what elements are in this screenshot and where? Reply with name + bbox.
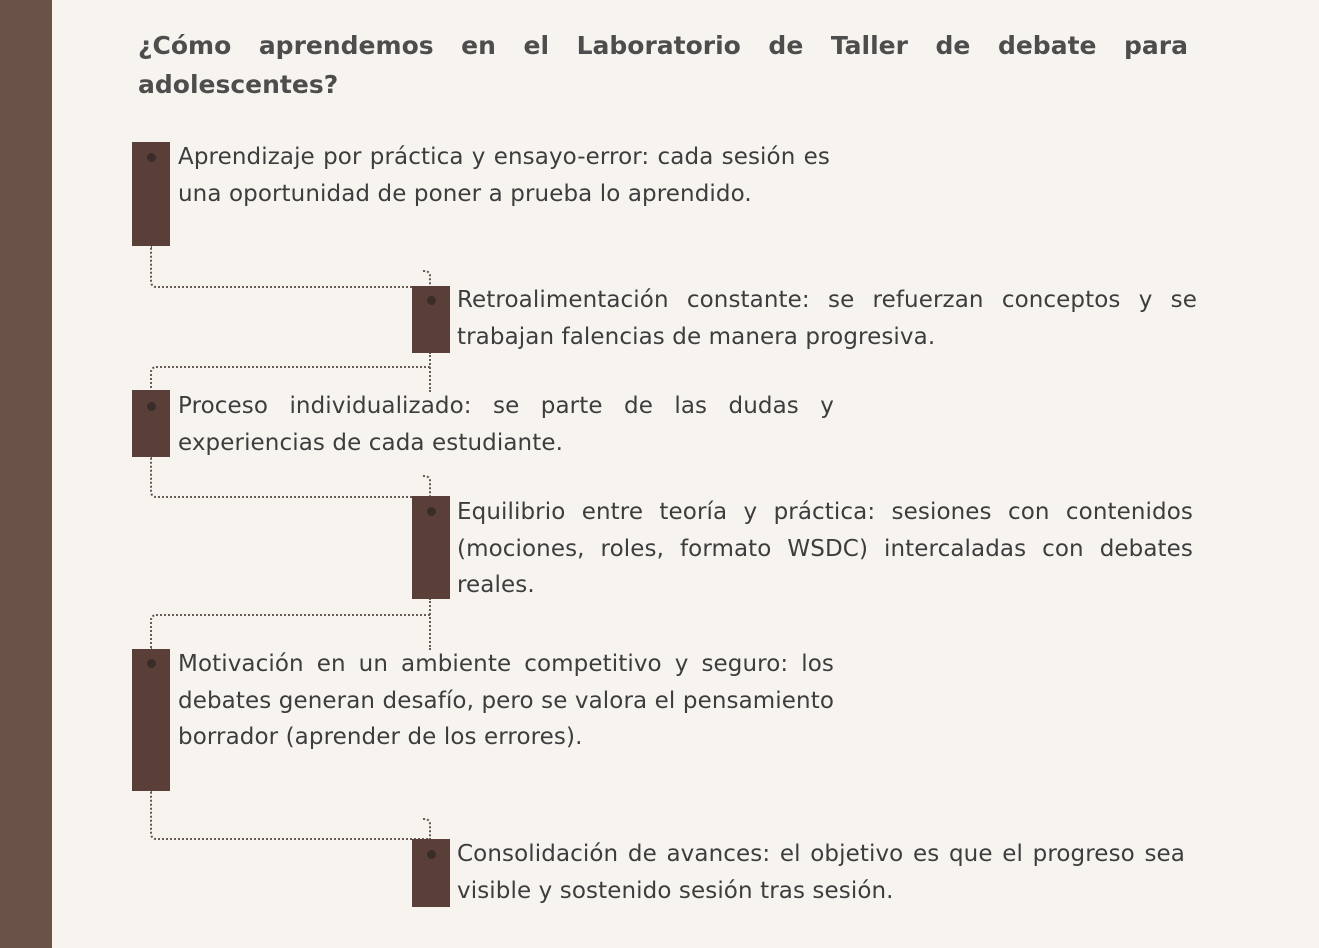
bullet-icon bbox=[427, 296, 436, 305]
connector-1-2 bbox=[150, 246, 431, 288]
connector-4-5-run bbox=[150, 614, 431, 650]
connector-5-6-drop bbox=[423, 818, 431, 840]
bullet-icon bbox=[427, 507, 436, 516]
bullet-icon bbox=[427, 850, 436, 859]
connector-3-4 bbox=[150, 456, 431, 498]
side-band bbox=[0, 0, 52, 948]
item-text: Motivación en un ambiente competitivo y seguro: los debates generan desafío, pero se valora el pensamiento borrador (aprender de los errores). bbox=[178, 651, 834, 750]
marker-bar bbox=[132, 649, 170, 791]
page-title: ¿Cómo aprendemos en el Laboratorio de Taller de debate para adolescentes? bbox=[138, 31, 1188, 99]
marker-bar bbox=[132, 390, 170, 457]
bullet-icon bbox=[147, 153, 156, 162]
bullet-icon bbox=[147, 402, 156, 411]
connector-5-6 bbox=[150, 790, 431, 840]
item-text: Consolidación de avances: el objetivo es que el progreso sea visible y sostenido sesión tras sesión. bbox=[457, 841, 1185, 904]
connector-3-4-drop bbox=[423, 475, 431, 498]
item-text: Proceso individualizado: se parte de las dudas y experiencias de cada estudiante. bbox=[178, 393, 834, 456]
item-text: Equilibrio entre teoría y práctica: sesiones con contenidos (mociones, roles, formato WSDC) intercaladas con debates reales. bbox=[457, 499, 1193, 598]
bullet-icon bbox=[147, 659, 156, 668]
item-text: Aprendizaje por práctica y ensayo-error: cada sesión es una oportunidad de poner a prueba lo aprendido. bbox=[178, 144, 830, 207]
item-text: Retroalimentación constante: se refuerzan conceptos y se trabajan falencias de manera progresiva. bbox=[457, 287, 1197, 350]
